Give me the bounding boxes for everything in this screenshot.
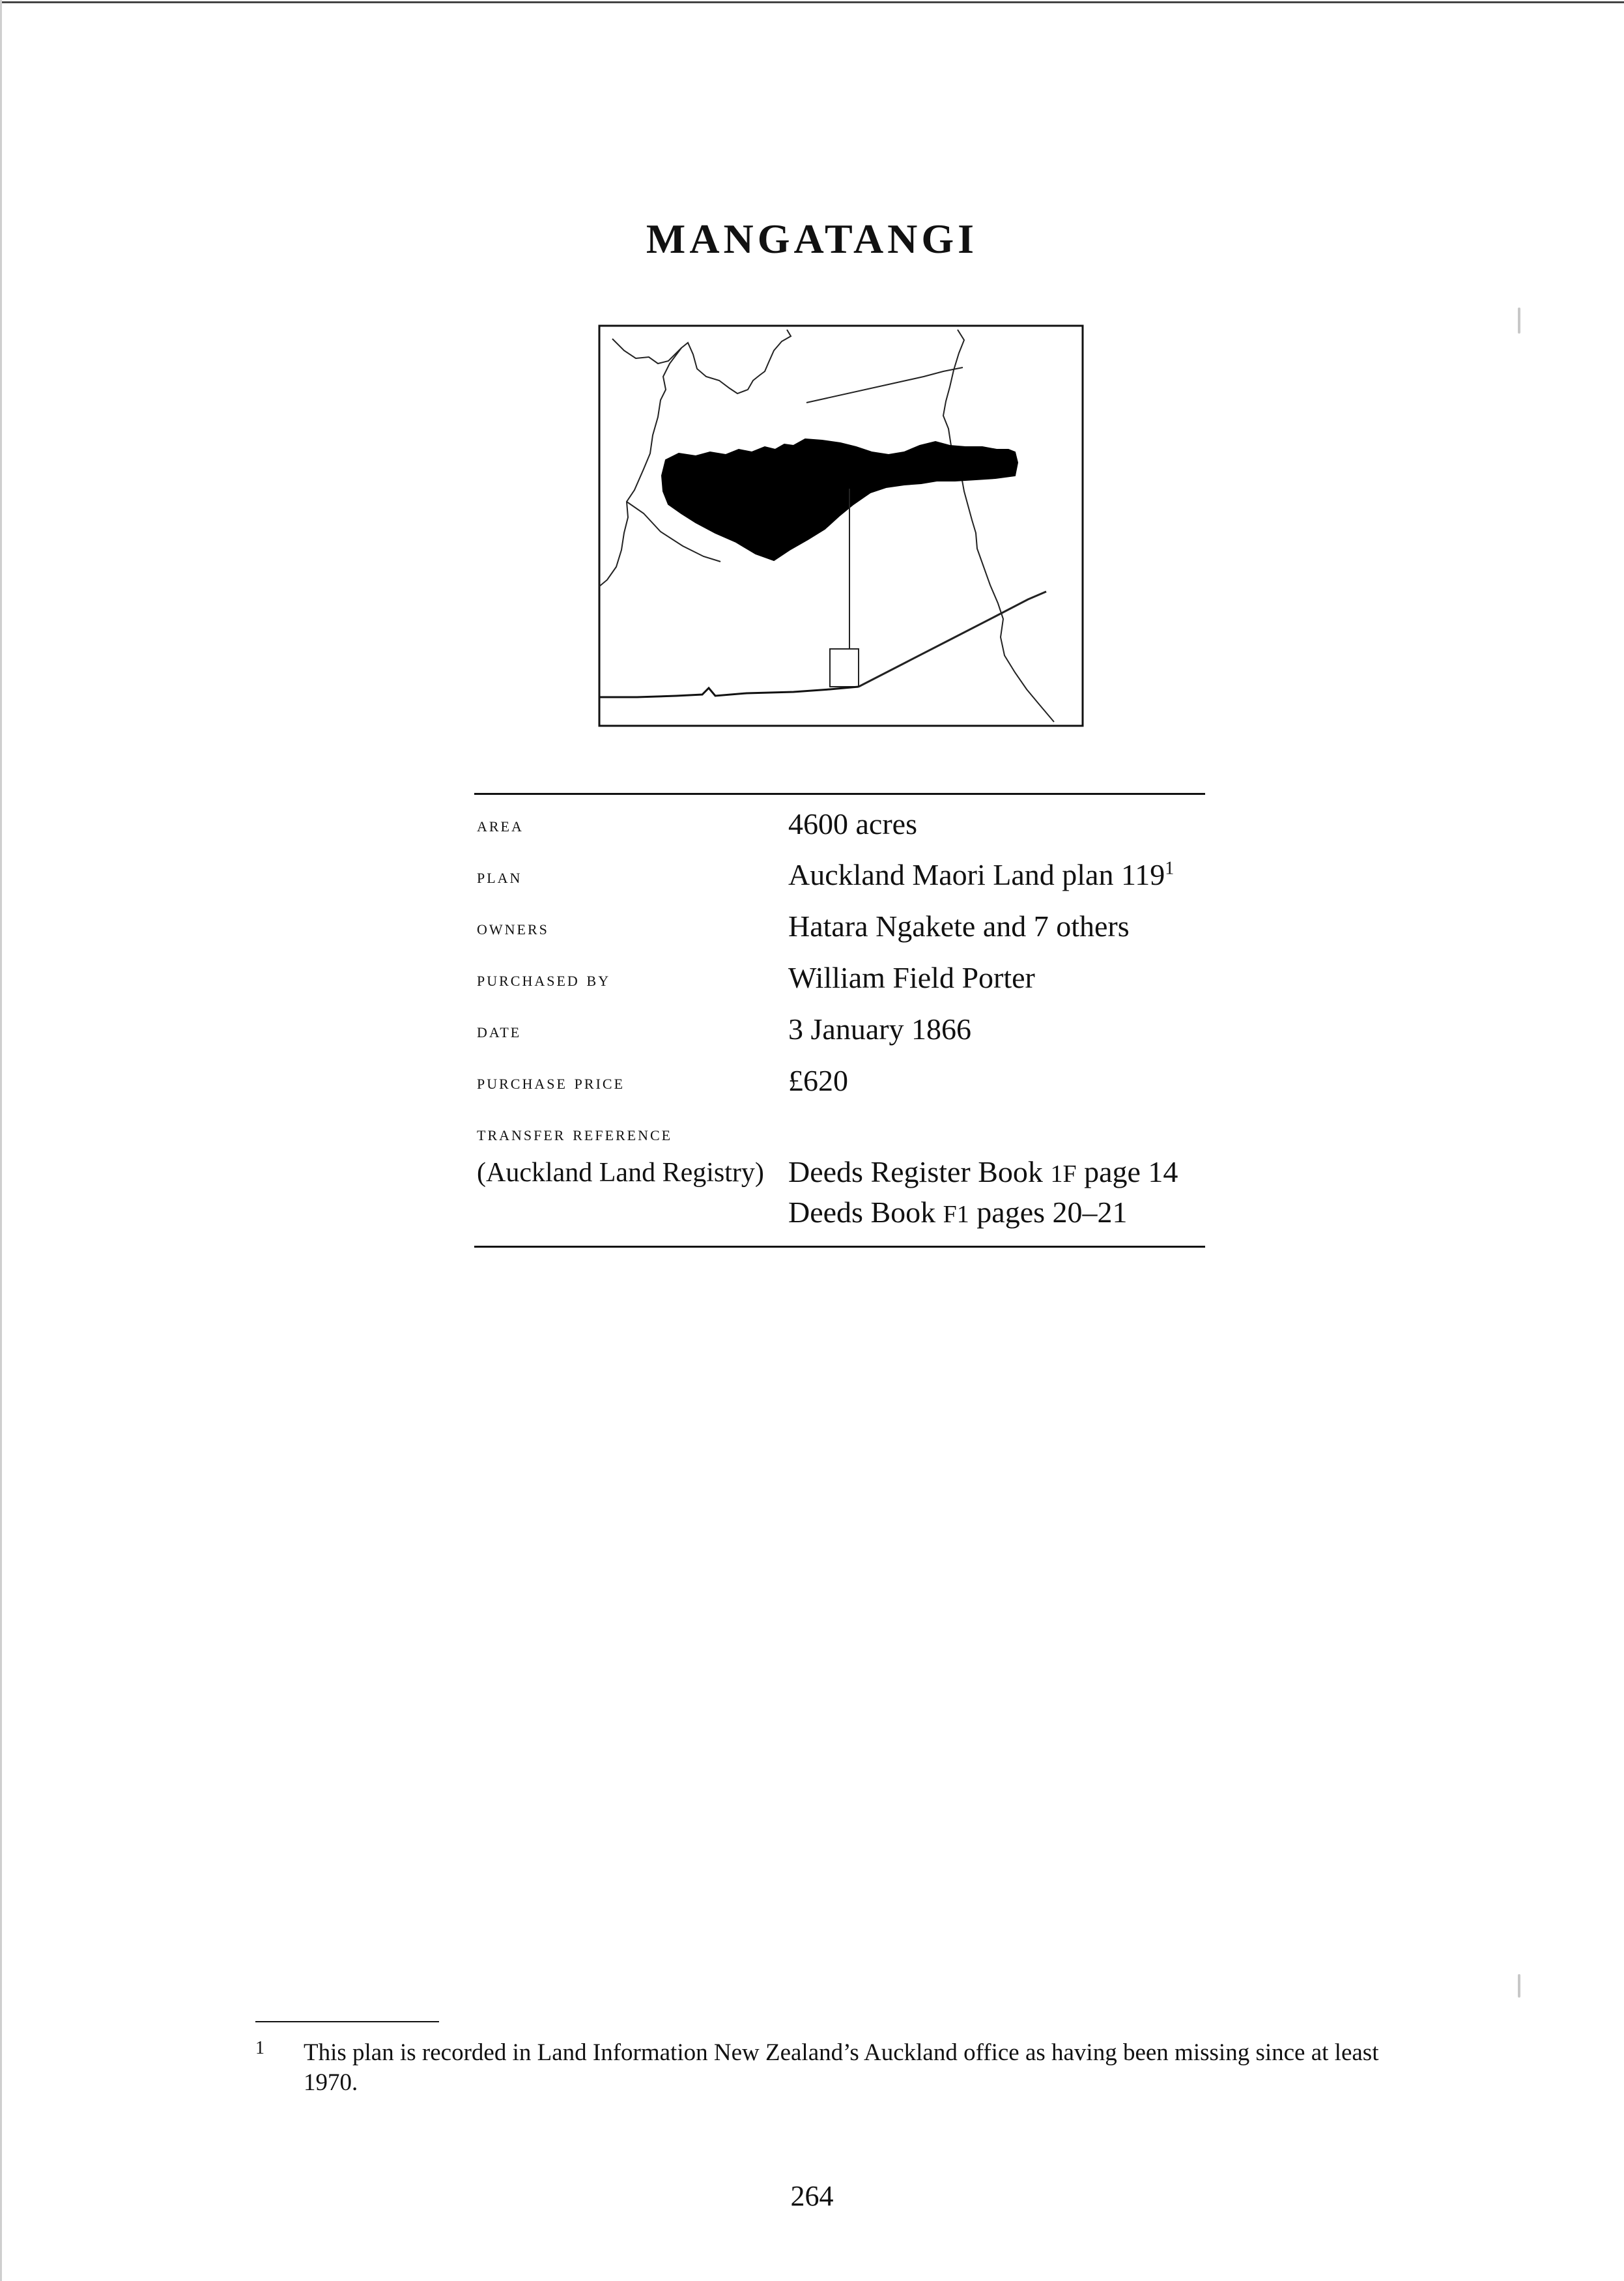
plan-value bbox=[788, 857, 1174, 892]
purchase-price-value: £620 bbox=[788, 1064, 848, 1097]
footnote-rule bbox=[255, 2021, 439, 2022]
page-number: 264 bbox=[790, 2180, 834, 2212]
transfer-line-1-prefix: Deeds Register Book bbox=[788, 1155, 1051, 1188]
plan-footnote-ref: 1 bbox=[1165, 858, 1175, 879]
plan-value-text: Auckland Maori Land plan 119 bbox=[788, 858, 1165, 891]
table-bottom-rule bbox=[474, 1246, 1205, 1248]
page-top-border bbox=[0, 1, 1624, 3]
location-map bbox=[598, 324, 1084, 727]
purchased-by-label: purchased by bbox=[477, 968, 611, 990]
page-title: MANGATANGI bbox=[646, 216, 978, 262]
footnote-marker: 1 bbox=[255, 2038, 264, 2058]
transfer-reference-line-2 bbox=[788, 1195, 1128, 1229]
date-label: date bbox=[477, 1019, 522, 1042]
transfer-line-1-book: 1F bbox=[1050, 1160, 1077, 1188]
table-top-rule bbox=[474, 793, 1205, 795]
transfer-line-2-book: F1 bbox=[943, 1201, 969, 1228]
page-left-border bbox=[0, 0, 2, 2281]
area-label: area bbox=[477, 813, 524, 836]
plan-label: plan bbox=[477, 865, 522, 887]
owners-value: Hatara Ngakete and 7 others bbox=[788, 910, 1130, 943]
transfer-line-2-suffix: pages 20–21 bbox=[969, 1196, 1128, 1229]
transfer-reference-sublabel: (Auckland Land Registry) bbox=[477, 1158, 764, 1188]
transfer-reference-line-1 bbox=[788, 1155, 1178, 1189]
purchased-by-value: William Field Porter bbox=[788, 961, 1035, 994]
area-value: 4600 acres bbox=[788, 807, 917, 840]
scan-speck bbox=[1518, 308, 1520, 334]
footnote-text: This plan is recorded in Land Information New Zealand’s Auckland office as having been missing since at least 1970. bbox=[304, 2039, 1379, 2096]
scan-speck bbox=[1518, 1974, 1520, 1998]
transfer-reference-label: transfer reference bbox=[477, 1122, 673, 1145]
owners-label: owners bbox=[477, 916, 549, 939]
transfer-line-1-suffix: page 14 bbox=[1076, 1155, 1178, 1188]
date-value: 3 January 1866 bbox=[788, 1012, 972, 1046]
purchase-price-label: purchase price bbox=[477, 1070, 625, 1093]
transfer-line-2-prefix: Deeds Book bbox=[788, 1196, 943, 1229]
